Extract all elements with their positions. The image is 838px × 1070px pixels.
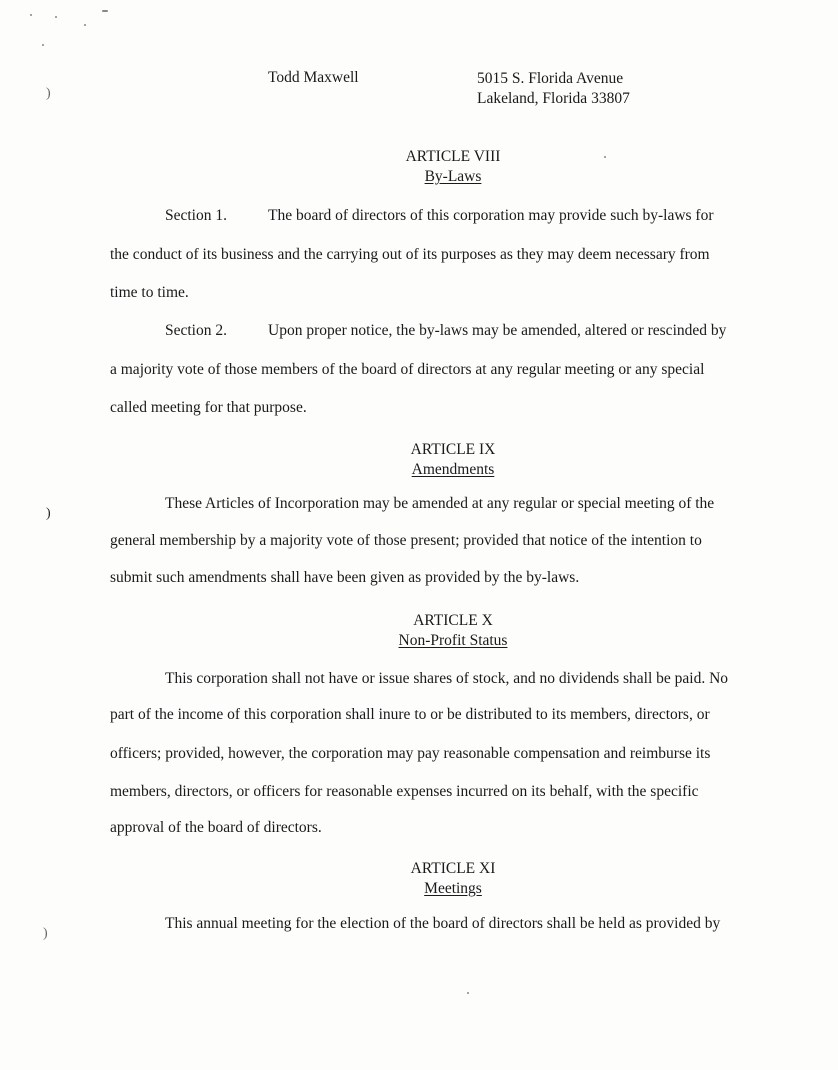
article-viii-heading xyxy=(0,147,838,187)
paragraph-line: approval of the board of directors. xyxy=(110,819,322,836)
article-xi-heading xyxy=(0,859,838,899)
header-address xyxy=(477,69,630,109)
header-name: Todd Maxwell xyxy=(268,69,359,86)
article-title: ARTICLE IX xyxy=(410,441,496,458)
article-x-heading xyxy=(0,611,838,651)
scan-speck xyxy=(84,24,86,26)
article-subtitle: Amendments xyxy=(411,461,495,478)
scan-speck xyxy=(102,10,108,12)
scan-speck xyxy=(55,16,57,18)
scan-speck xyxy=(30,14,32,16)
paragraph-line: This corporation shall not have or issue shares of stock, and no dividends shall be paid. No xyxy=(165,670,729,687)
binder-hole-mark: ) xyxy=(46,506,51,521)
paragraph-line: This annual meeting for the election of the board of directors shall be held as provided by xyxy=(165,915,721,932)
paragraph-line: called meeting for that purpose. xyxy=(110,399,307,416)
article-subtitle: Meetings xyxy=(424,880,482,897)
paragraph-line: a majority vote of those members of the board of directors at any regular meeting or any special xyxy=(110,361,705,378)
paragraph-line: These Articles of Incorporation may be amended at any regular or special meeting of the xyxy=(165,495,715,512)
binder-hole-mark: ) xyxy=(46,86,51,101)
scan-speck xyxy=(467,992,469,994)
article-subtitle: Non-Profit Status xyxy=(398,632,508,649)
article-ix-heading xyxy=(0,440,838,480)
section-label: Section 2. xyxy=(165,322,227,339)
paragraph-line: the conduct of its business and the carrying out of its purposes as they may deem necessary from xyxy=(110,246,710,263)
paragraph-line: general membership by a majority vote of those present; provided that notice of the intention to xyxy=(110,532,702,549)
paragraph-line: The board of directors of this corporation may provide such by-laws for xyxy=(268,207,714,224)
article-title: ARTICLE X xyxy=(413,612,493,629)
article-title: ARTICLE VIII xyxy=(405,148,501,165)
address-line-1: 5015 S. Florida Avenue xyxy=(477,70,624,87)
article-title: ARTICLE XI xyxy=(410,860,496,877)
paragraph-line: submit such amendments shall have been given as provided by the by-laws. xyxy=(110,569,580,586)
section-label: Section 1. xyxy=(165,207,227,224)
address-line-2: Lakeland, Florida 33807 xyxy=(477,90,630,107)
paragraph-line: Upon proper notice, the by-laws may be amended, altered or rescinded by xyxy=(268,322,727,339)
paragraph-line: members, directors, or officers for reasonable expenses incurred on its behalf, with the specific xyxy=(110,783,699,800)
paragraph-line: part of the income of this corporation shall inure to or be distributed to its members, directors, or xyxy=(110,706,710,723)
binder-hole-mark: ) xyxy=(43,926,48,941)
scan-speck xyxy=(42,44,44,46)
paragraph-line: officers; provided, however, the corporation may pay reasonable compensation and reimburse its xyxy=(110,745,711,762)
article-subtitle: By-Laws xyxy=(424,168,482,185)
paragraph-line: time to time. xyxy=(110,284,189,301)
